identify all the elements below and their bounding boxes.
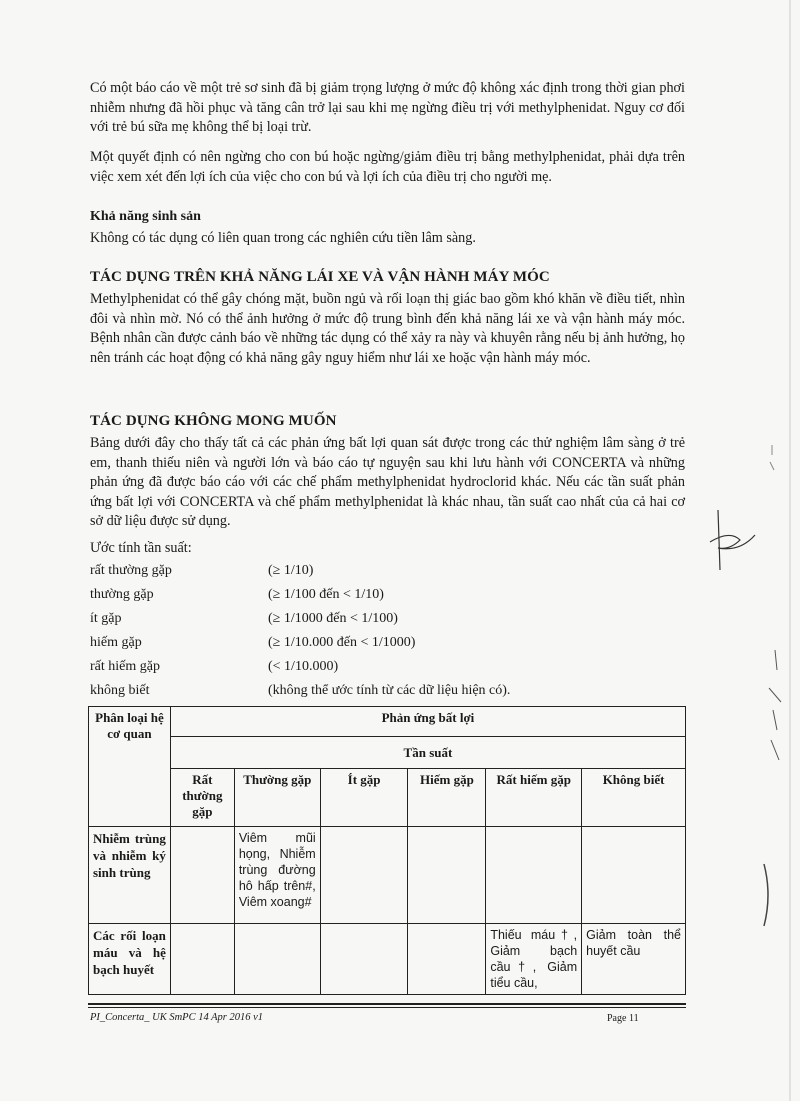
reaction-cell: Thiếu máu†, Giảm bạch cầu†, Giảm tiểu cầu, [486, 924, 582, 995]
system-cell: Nhiễm trùng và nhiễm ký sinh trùng [89, 827, 171, 924]
handwritten-mark-icon [700, 500, 760, 580]
driving-heading: TÁC DỤNG TRÊN KHẢ NĂNG LÁI XE VÀ VẬN HÀNH MÁY MÓC [90, 269, 550, 285]
frequency-value: (< 1/10.000) [268, 659, 339, 674]
page-edge-shadow-icon [772, 0, 800, 1101]
header-frequency: Tần suất [170, 737, 685, 769]
header-freq-rare: Hiếm gặp [408, 769, 486, 827]
paragraph-breastfeeding-decision: Một quyết định có nên ngừng cho con bú hoặc ngừng/giảm điều trị bằng methylphenidat, phải dựa trên việc xem xét đến lợi ích của việc cho con bú và lợi ích của điều trị cho người mẹ. [90, 149, 685, 185]
reaction-cell: Viêm mũi họng, Nhiễm trùng đường hô hấp trên#, Viêm xoang# [234, 827, 320, 924]
fertility-heading: Khả năng sinh sản [90, 209, 201, 224]
frequency-value: (≥ 1/10.000 đến < 1/1000) [268, 635, 416, 650]
adverse-effects-heading: TÁC DỤNG KHÔNG MONG MUỐN [90, 413, 337, 429]
reaction-cell [234, 924, 320, 995]
reaction-cell [170, 924, 234, 995]
header-freq-very-common: Rất thường gặp [170, 769, 234, 827]
frequency-intro: Ước tính tần suất: [90, 540, 192, 556]
system-cell: Các rối loạn máu và hệ bạch huyết [89, 924, 171, 995]
paragraph-driving: Methylphenidat có thể gây chóng mặt, buồn ngủ và rối loạn thị giác bao gồm khó khăn về điều tiết, nhìn đôi và nhìn mờ. Nó có thể ảnh hưởng ở mức độ trung bình đến khả năng lái xe và vận hành máy móc. Bệnh nhân cần được cảnh báo về những tác dụng có thể xảy ra này và khuyên rằng nếu bị ảnh hưởng, họ nên tránh các hoạt động có khả năng gây nguy hiểm như lái xe hoặc vận hành máy móc. [90, 291, 685, 366]
header-system-organ-class: Phân loại hệ cơ quan [89, 707, 171, 827]
header-freq-very-rare: Rất hiếm gặp [486, 769, 582, 827]
table-row [89, 827, 686, 924]
reaction-cell: Giảm toàn thể huyết cầu [582, 924, 686, 995]
adverse-reactions-table [88, 706, 686, 995]
paragraph-fertility: Không có tác dụng có liên quan trong các nghiên cứu tiền lâm sàng. [90, 230, 476, 246]
frequency-label: thường gặp [90, 587, 154, 602]
header-freq-common: Thường gặp [234, 769, 320, 827]
header-freq-unknown: Không biết [582, 769, 686, 827]
header-freq-uncommon: Ít gặp [320, 769, 408, 827]
frequency-value: (≥ 1/100 đến < 1/10) [268, 587, 384, 602]
frequency-label: không biết [90, 683, 150, 698]
footer-divider [88, 1003, 686, 1005]
reaction-cell [320, 827, 408, 924]
reaction-cell [408, 924, 486, 995]
paragraph-adverse-intro: Bảng dưới đây cho thấy tất cả các phản ứng bất lợi quan sát được trong các thử nghiệm lâm sàng ở trẻ em, thanh thiếu niên và người lớn và báo cáo tự nguyện sau khi lưu hành với CONCERTA và những phản ứng đã được báo cáo với các chế phẩm methylphenidat hydroclorid khác. Nếu các tần suất phản ứng bất lợi với CONCERTA và chế phẩm methylphenidat là khác nhau, tần suất cao nhất của cả hai cơ sở dữ liệu được sử dụng. [90, 435, 685, 529]
frequency-label: hiếm gặp [90, 635, 142, 650]
frequency-label: ít gặp [90, 611, 122, 626]
frequency-value: (không thể ước tính từ các dữ liệu hiện có). [268, 683, 511, 698]
footer-page-number: Page 11 [607, 1013, 639, 1024]
reaction-cell [486, 827, 582, 924]
footer-document-id: PI_Concerta_ UK SmPC 14 Apr 2016 v1 [90, 1012, 264, 1023]
reaction-cell [320, 924, 408, 995]
reaction-cell [582, 827, 686, 924]
frequency-value: (≥ 1/10) [268, 563, 314, 578]
frequency-label: rất hiếm gặp [90, 659, 160, 674]
frequency-label: rất thường gặp [90, 563, 172, 578]
reaction-cell [408, 827, 486, 924]
header-adverse-reactions: Phản ứng bất lợi [170, 707, 685, 737]
paragraph-infant-weight: Có một báo cáo về một trẻ sơ sinh đã bị giảm trọng lượng ở mức độ không xác định trong thời gian phơi nhiễm nhưng đã hồi phục và tăng cân trở lại sau khi mẹ ngừng điều trị với methylphenidat. Nguy cơ đối với trẻ bú sữa mẹ không thể bị loại trừ. [90, 80, 685, 135]
frequency-value: (≥ 1/1000 đến < 1/100) [268, 611, 398, 626]
footer-divider [88, 1007, 686, 1008]
table-row [89, 924, 686, 995]
reaction-cell [170, 827, 234, 924]
